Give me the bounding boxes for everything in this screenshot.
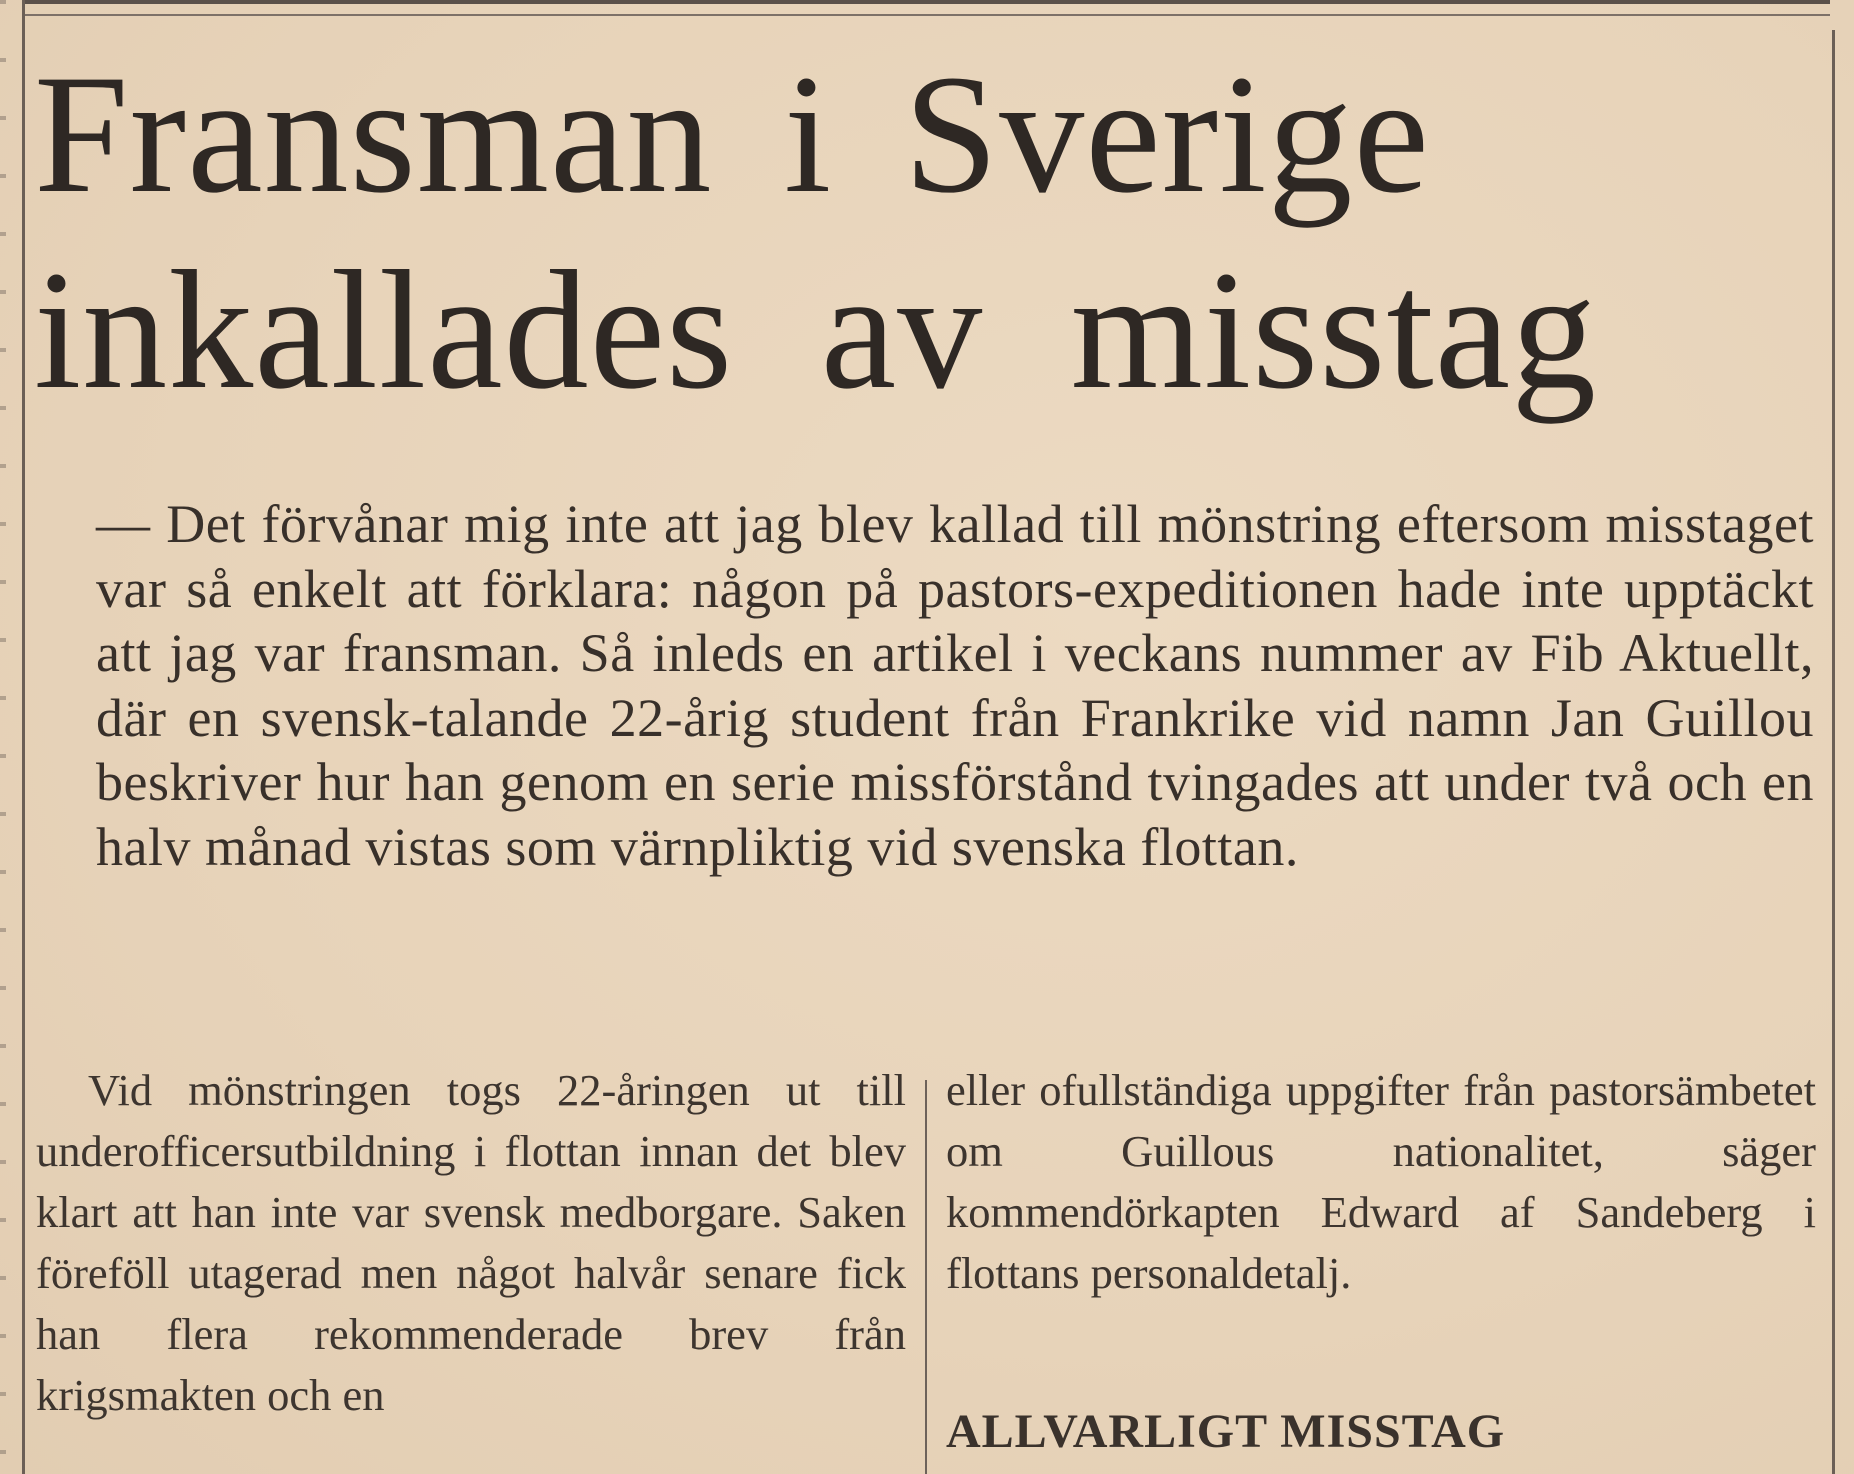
column-divider	[925, 1080, 927, 1474]
top-rule	[24, 0, 1830, 4]
left-column-rule	[22, 0, 25, 1474]
headline	[34, 36, 1597, 428]
headline-line-2: inkallades av misstag	[34, 236, 1598, 424]
headline-line-1: Fransman i Sverige	[34, 40, 1430, 228]
body-column-right: eller ofullständiga uppgifter från pastorsämbetet om Guillous nationalitet, säger kommendörkapten Edward af Sandeberg i flottans personaldetalj.	[946, 1065, 1816, 1298]
lead-paragraph: — Det förvånar mig inte att jag blev kallad till mönstring eftersom misstaget var så enkelt att förklara: någon på pastors-expeditionen hade inte upptäckt att jag var fransman. Så inleds en artikel i veckans nummer av Fib Aktuellt, där en svensk-talande 22-årig student från Frankrike vid namn Jan Guillou beskriver hur han genom en serie missförstånd tvingades att under två och en halv månad vistas som värnpliktig vid svenska flottan.	[96, 494, 1814, 877]
body-column-left: Vid mönstringen togs 22-åringen ut till underofficersutbildning i flottan innan det blev klart att han inte var svensk medborgare. Saken föreföll utagerad men något halvår senare fick han flera rekommenderade brev från krigsmakten och en	[36, 1065, 906, 1420]
subheading: ALLVARLIGT MISSTAG	[946, 1405, 1506, 1458]
right-column-rule	[1832, 30, 1835, 1474]
page-edge-marks	[0, 0, 6, 1474]
top-rule-secondary	[24, 14, 1830, 16]
